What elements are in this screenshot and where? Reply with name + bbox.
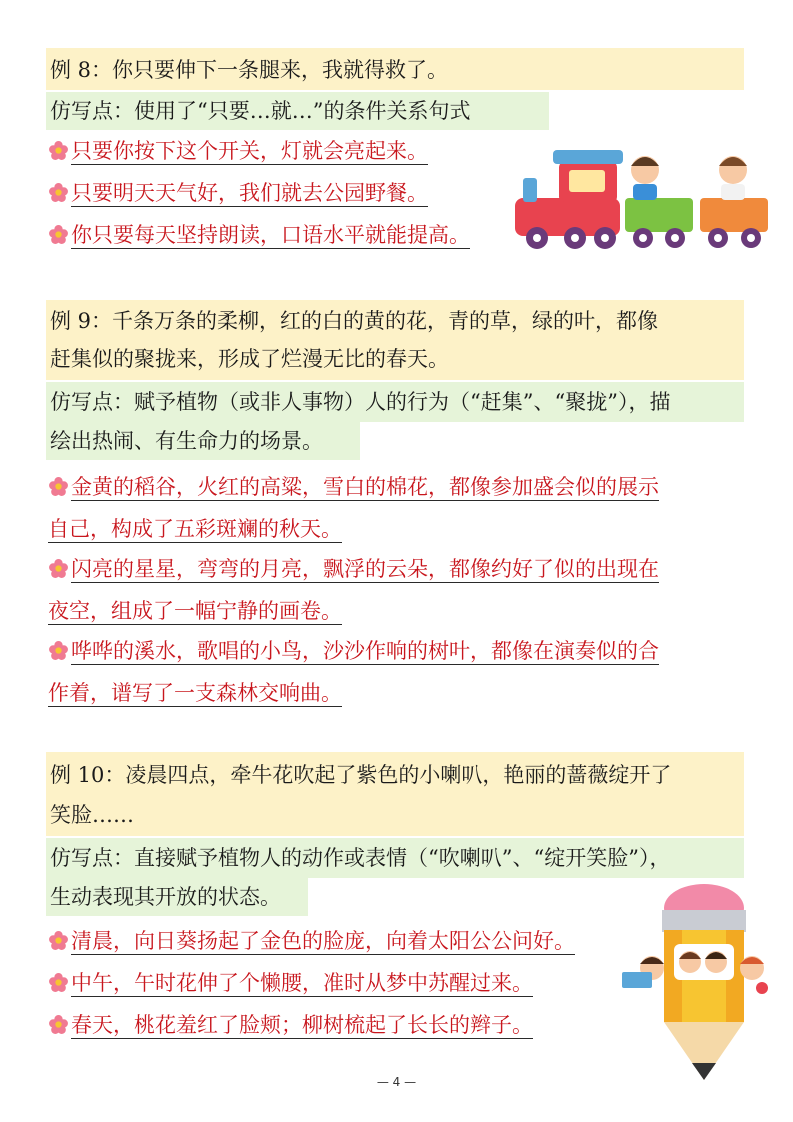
example-9-line-1: 例 9：千条万条的柔柳，红的白的黄的花，青的草，绿的叶，都像 — [50, 309, 659, 333]
flower-icon — [48, 640, 69, 661]
sample-text: 中午，午时花伸了个懒腰，准时从梦中苏醒过来。 — [71, 971, 533, 995]
sample-text: 只要明天天气好，我们就去公园野餐。 — [71, 181, 428, 205]
point-9-line-2: 绘出热闹、有生命力的场景。 — [50, 429, 323, 453]
page-number: — 4 — — [376, 1075, 417, 1089]
sample-9-2-line-2 — [48, 594, 342, 628]
sample-10-1 — [48, 924, 575, 958]
example-8-text: 例 8：你只要伸下一条腿来，我就得救了。 — [50, 58, 449, 82]
sample-text: 夜空，组成了一幅宁静的画卷。 — [48, 599, 342, 623]
sample-text: 自己，构成了五彩斑斓的秋天。 — [48, 517, 342, 541]
point-10-line-2: 生动表现其开放的状态。 — [50, 885, 281, 909]
flower-icon — [48, 1014, 69, 1035]
flower-icon — [48, 224, 69, 245]
sample-9-2-line-1 — [48, 552, 659, 586]
sample-text: 金黄的稻谷，火红的高粱，雪白的棉花，都像参加盛会似的展示 — [71, 475, 659, 499]
sample-9-3-line-2 — [48, 676, 342, 710]
sample-8-2 — [48, 176, 428, 210]
example-10-line-1: 例 10：凌晨四点，牵牛花吹起了紫色的小喇叭，艳丽的蔷薇绽开了 — [50, 763, 672, 787]
sample-9-1-line-1 — [48, 470, 659, 504]
sample-text: 清晨，向日葵扬起了金色的脸庞，向着太阳公公问好。 — [71, 929, 575, 953]
sample-text: 只要你按下这个开关，灯就会亮起来。 — [71, 139, 428, 163]
sample-8-1 — [48, 134, 428, 168]
sample-9-3-line-1 — [48, 634, 659, 668]
sample-text: 你只要每天坚持朗读，口语水平就能提高。 — [71, 223, 470, 247]
flower-icon — [48, 972, 69, 993]
pencil-kids-illustration — [612, 880, 772, 1085]
flower-icon — [48, 476, 69, 497]
toy-train-illustration — [515, 140, 773, 252]
flower-icon — [48, 558, 69, 579]
flower-icon — [48, 182, 69, 203]
sample-text: 春天，桃花羞红了脸颊；柳树梳起了长长的辫子。 — [71, 1013, 533, 1037]
flower-icon — [48, 930, 69, 951]
sample-text: 作着，谱写了一支森林交响曲。 — [48, 681, 342, 705]
sample-text: 闪亮的星星，弯弯的月亮，飘浮的云朵，都像约好了似的出现在 — [71, 557, 659, 581]
sample-text: 哗哗的溪水，歌唱的小鸟，沙沙作响的树叶，都像在演奏似的合 — [71, 639, 659, 663]
sample-8-3 — [48, 218, 470, 252]
sample-9-1-line-2 — [48, 512, 342, 546]
point-8-text: 仿写点：使用了“只要…就…”的条件关系句式 — [50, 99, 471, 123]
point-9-line-1: 仿写点：赋予植物（或非人事物）人的行为（“赶集”、“聚拢”），描 — [50, 390, 671, 414]
example-10-line-2: 笑脸…… — [50, 803, 134, 827]
sample-10-2 — [48, 966, 533, 1000]
point-10-line-1: 仿写点：直接赋予植物人的动作或表情（“吹喇叭”、“绽开笑脸”）， — [50, 846, 671, 870]
flower-icon — [48, 140, 69, 161]
sample-10-3 — [48, 1008, 533, 1042]
example-9-line-2: 赶集似的聚拢来，形成了烂漫无比的春天。 — [50, 347, 449, 371]
